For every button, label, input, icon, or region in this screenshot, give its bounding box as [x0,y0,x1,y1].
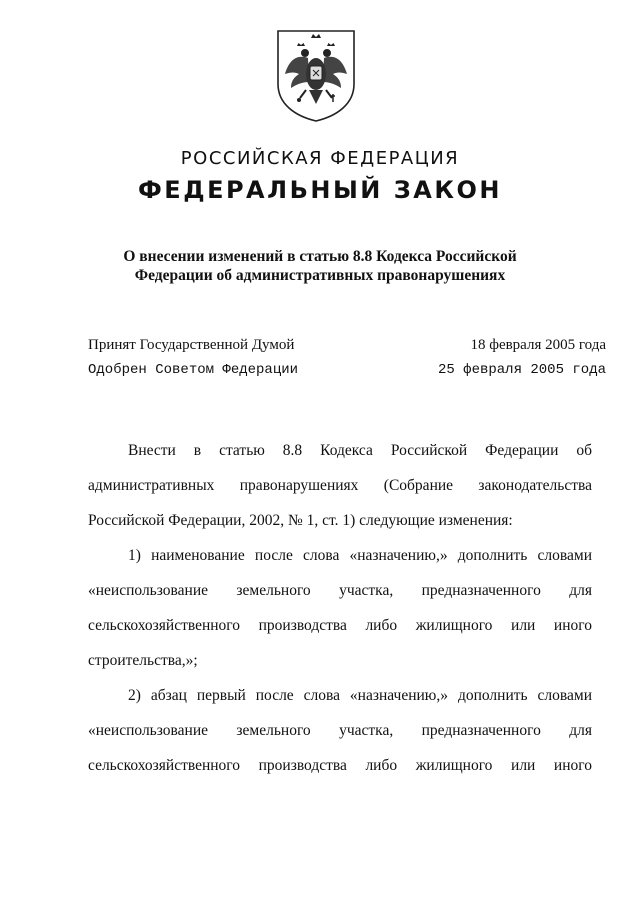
duma-adoption-label: Принят Государственной Думой [88,337,295,353]
law-title-line: Федерации об административных правонарушениях [134,267,506,284]
body-line: «неиспользование земельного участка, предназначенного для [88,722,592,739]
body-line: сельскохозяйственного производства либо жилищного или иного [88,757,592,774]
adoption-council-row [88,362,606,382]
body-line: сельскохозяйственного производства либо жилищного или иного [88,617,592,634]
duma-adoption-date: 18 февраля 2005 года [470,337,606,353]
body-line: 2) абзац первый после слова «назначению,» дополнить словами [128,687,592,704]
body-line: 1) наименование после слова «назначению,» дополнить словами [128,547,592,564]
body-line: Внести в статью 8.8 Кодекса Российской Федерации об [128,442,592,459]
state-name-heading: РОССИЙСКАЯ ФЕДЕРАЦИЯ [180,148,460,169]
law-type-heading: ФЕДЕРАЛЬНЫЙ ЗАКОН [138,176,502,204]
body-line: Российской Федерации, 2002, № 1, ст. 1) следующие изменения: [88,512,513,529]
body-line: административных правонарушениях (Собрание законодательства [88,477,592,494]
council-approval-label: Одобрен Советом Федерации [88,362,299,378]
coat-of-arms-emblem [275,28,357,124]
council-approval-date: 25 февраля 2005 года [437,362,606,378]
adoption-duma-row [88,337,606,357]
body-line: «неиспользование земельного участка, предназначенного для [88,582,592,599]
law-title [60,247,580,285]
law-title-line: О внесении изменений в статью 8.8 Кодекса Российской [123,248,517,265]
body-line: строительства,»; [88,652,198,669]
